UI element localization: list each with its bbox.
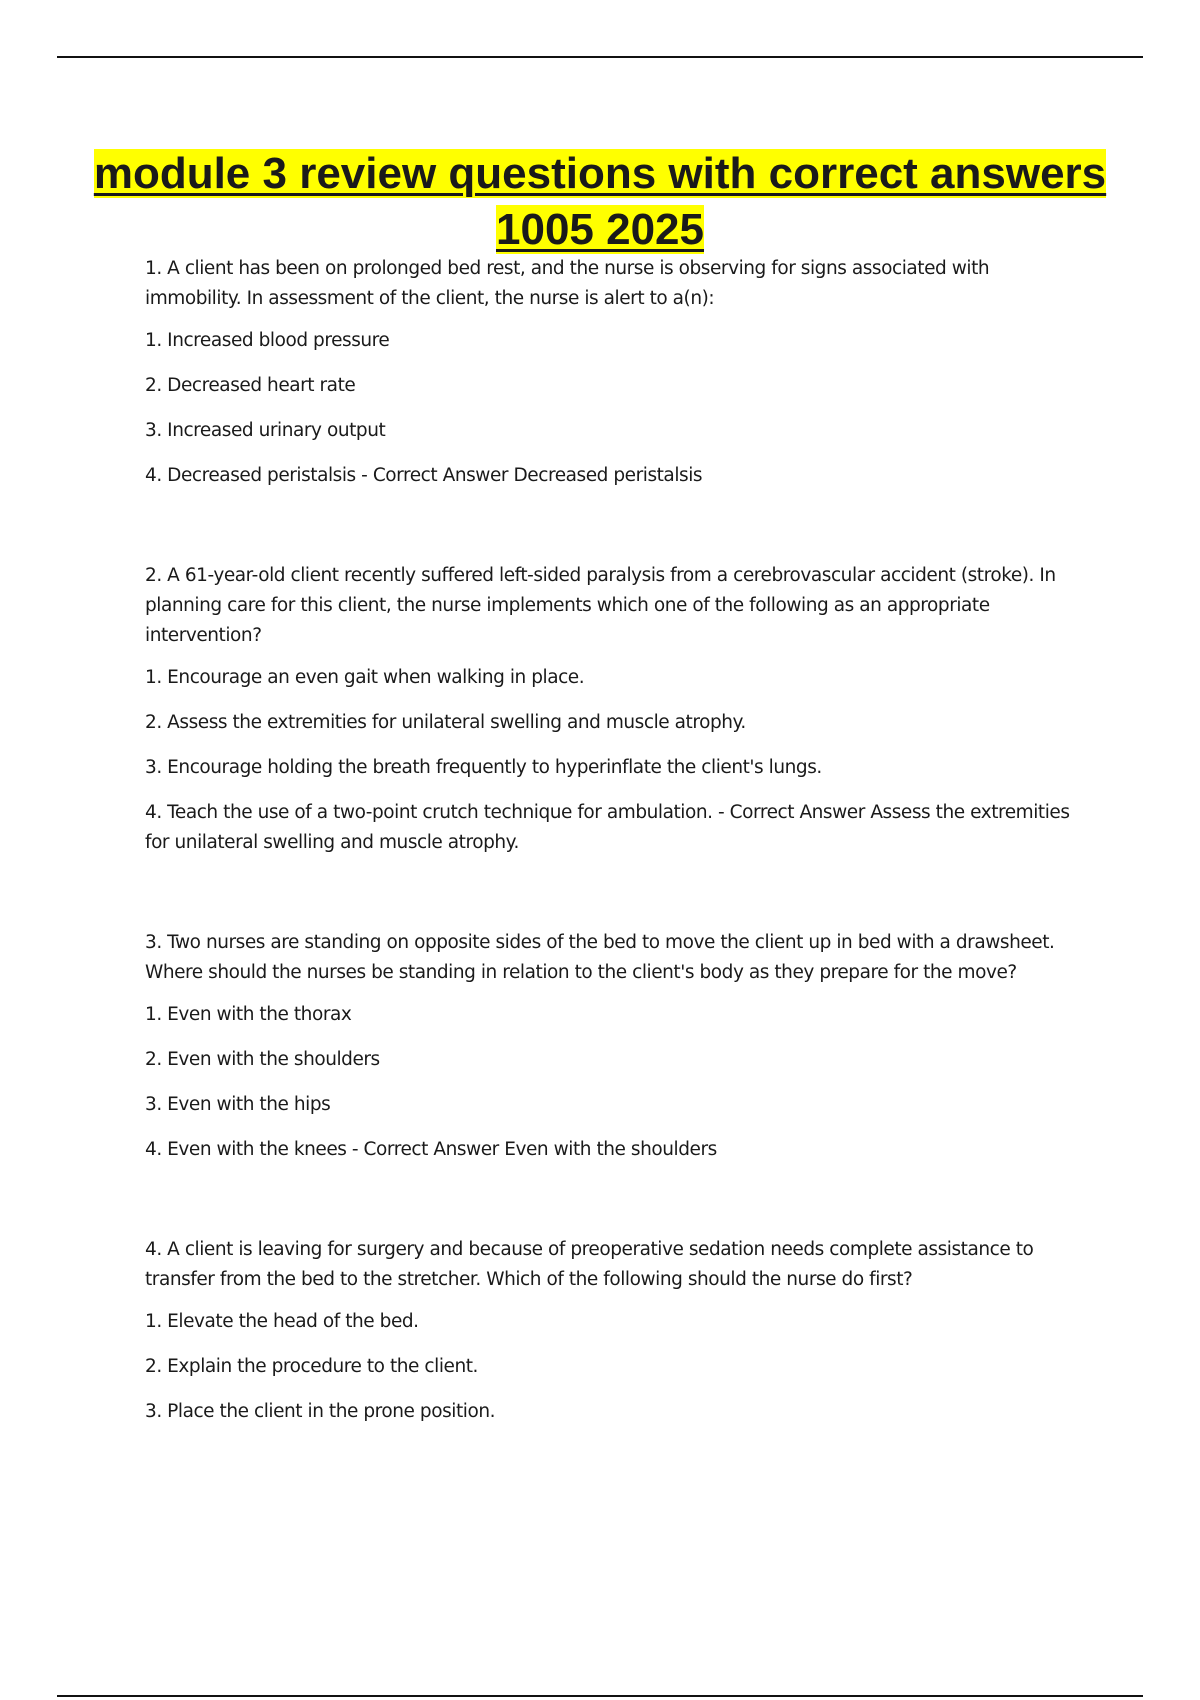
question-spacer <box>145 506 1085 561</box>
document-title <box>60 146 1140 258</box>
document-title-text: module 3 review questions with correct answers 1005 2025 <box>93 149 1107 254</box>
question-text: 3. Two nurses are standing on opposite sides of the bed to move the client up in bed with a drawsheet. Where should the nurses be standing in relation to the client's body as they prepare for the move? <box>145 932 1055 983</box>
question-block-4 <box>145 1235 1085 1427</box>
question-spacer <box>145 873 1085 928</box>
answer-option: 3. Even with the hips <box>145 1094 331 1115</box>
footer-rule <box>57 1695 1143 1697</box>
question-text: 1. A client has been on prolonged bed rest, and the nurse is observing for signs associated with immobility. In assessment of the client, the nurse is alert to a(n): <box>145 258 990 309</box>
question-text: 2. A 61-year-old client recently suffered left-sided paralysis from a cerebrovascular accident (stroke). In planning care for this client, the nurse implements which one of the following as an appropriate intervention? <box>145 565 1056 646</box>
question-spacer <box>145 1180 1085 1235</box>
answer-option-with-correct-answer: 4. Decreased peristalsis - Correct Answer Decreased peristalsis <box>145 465 703 486</box>
answer-option: 3. Increased urinary output <box>145 420 386 441</box>
answer-option: 2. Explain the procedure to the client. <box>145 1356 478 1377</box>
answer-option: 1. Elevate the head of the bed. <box>145 1311 419 1332</box>
answer-option: 2. Decreased heart rate <box>145 375 356 396</box>
answer-option: 1. Encourage an even gait when walking in place. <box>145 667 585 688</box>
question-block-2 <box>145 561 1085 858</box>
question-block-1 <box>145 254 1085 491</box>
answer-option-with-correct-answer: 4. Even with the knees - Correct Answer Even with the shoulders <box>145 1139 717 1160</box>
answer-option-with-correct-answer: 4. Teach the use of a two-point crutch technique for ambulation. - Correct Answer Assess the extremities for unilateral swelling and muscle atrophy. <box>145 802 1070 853</box>
answer-option: 3. Encourage holding the breath frequently to hyperinflate the client's lungs. <box>145 757 822 778</box>
question-block-3 <box>145 928 1085 1165</box>
header-rule <box>57 56 1143 58</box>
answer-option: 1. Even with the thorax <box>145 1004 352 1025</box>
answer-option: 3. Place the client in the prone position. <box>145 1401 496 1422</box>
question-text: 4. A client is leaving for surgery and because of preoperative sedation needs complete assistance to transfer from the bed to the stretcher. Which of the following should the nurse do first? <box>145 1239 1034 1290</box>
answer-option: 1. Increased blood pressure <box>145 330 390 351</box>
answer-option: 2. Even with the shoulders <box>145 1049 380 1070</box>
document-body <box>145 254 1085 1442</box>
answer-option: 2. Assess the extremities for unilateral swelling and muscle atrophy. <box>145 712 746 733</box>
